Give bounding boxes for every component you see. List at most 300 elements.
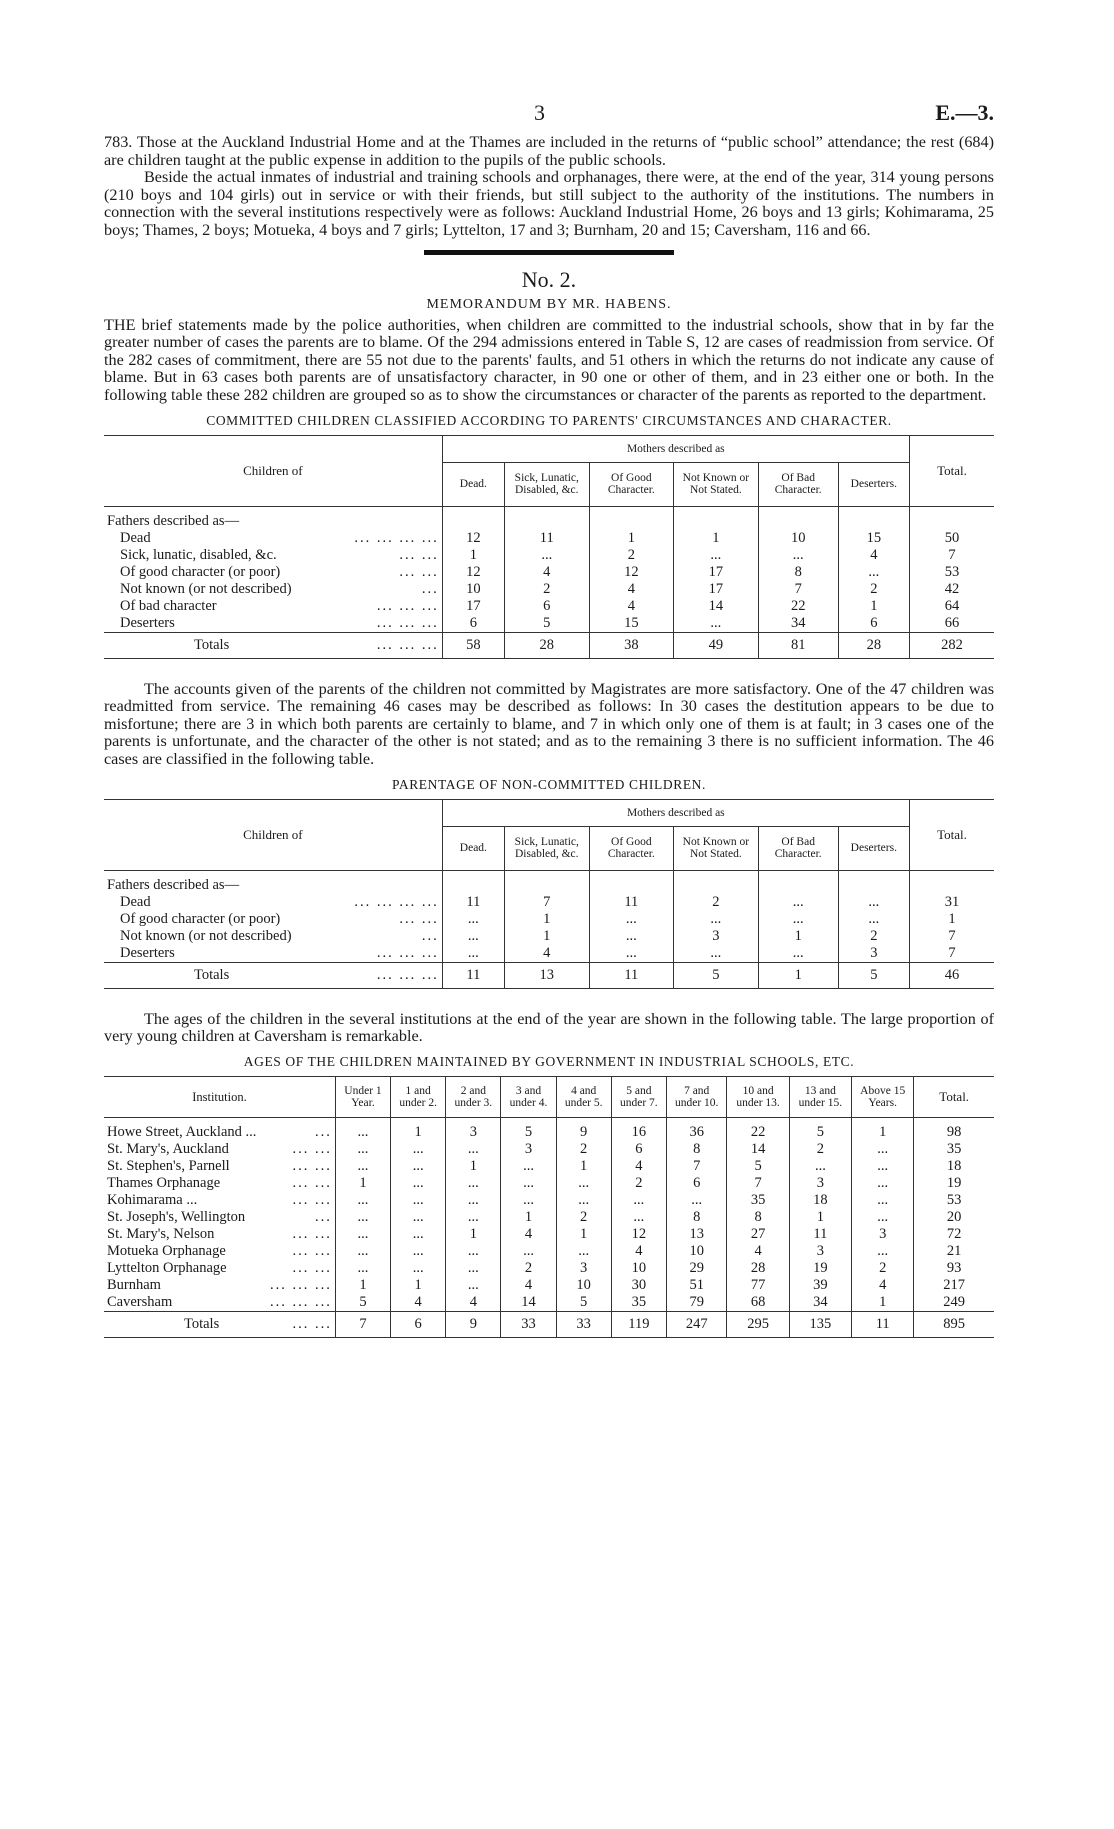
- table-cell: 3: [789, 1175, 851, 1192]
- table-cell: 6: [442, 615, 504, 633]
- table-cell: 14: [674, 598, 759, 615]
- row-leader-dots: ... ... ... ...: [354, 893, 439, 910]
- empty-cell: [589, 513, 674, 530]
- table-cell: 79: [666, 1294, 727, 1312]
- mothers-group-header: Mothers described as: [442, 435, 909, 462]
- page-number: 3: [534, 100, 545, 125]
- row-label-text: Deserters: [120, 944, 175, 961]
- total-header: Total.: [909, 435, 994, 506]
- totals-leader-dots: ... ... ...: [376, 636, 439, 653]
- table-cell: 1: [852, 1124, 914, 1141]
- table3-caption: AGES OF THE CHILDREN MAINTAINED BY GOVERNMENT IN INDUSTRIAL SCHOOLS, ETC.: [243, 1053, 855, 1069]
- totals-cell: 81: [758, 632, 838, 658]
- table-cell: 77: [727, 1277, 789, 1294]
- table-cell: 4: [727, 1243, 789, 1260]
- table-cell: 19: [789, 1260, 851, 1277]
- row-leader-dots: ... ...: [292, 1259, 332, 1276]
- row-label-text: Dead: [120, 893, 151, 910]
- row-leader-dots: ... ...: [292, 1157, 332, 1174]
- corner-header: Children of: [243, 462, 303, 478]
- table-cell: ...: [335, 1226, 390, 1243]
- totals-cell: 895: [914, 1311, 994, 1337]
- table-cell: 22: [758, 598, 838, 615]
- row-leader-dots: ... ... ...: [376, 614, 439, 631]
- totals-label-text: Totals: [194, 966, 230, 983]
- column-header: 10 and under 13.: [727, 1076, 789, 1117]
- table-cell: ...: [589, 928, 674, 945]
- table-cell: 16: [611, 1124, 666, 1141]
- table-cell: 3: [501, 1141, 556, 1158]
- table-cell: 1: [391, 1277, 446, 1294]
- row-label-text: Not known (or not described): [120, 927, 292, 944]
- table1-caption: COMMITTED CHILDREN CLASSIFIED ACCORDING TO PARENTS' CIRCUMSTANCES AND CHARACTER.: [206, 412, 892, 428]
- row-label-text: Howe Street, Auckland ...: [107, 1123, 257, 1140]
- totals-cell: 135: [789, 1311, 851, 1337]
- table-row: [104, 945, 994, 963]
- totals-cell: 5: [674, 962, 759, 988]
- table-cell: 10: [556, 1277, 611, 1294]
- row-leader-dots: ... ...: [292, 1242, 332, 1259]
- table-cell: ...: [391, 1260, 446, 1277]
- totals-cell: 33: [501, 1311, 556, 1337]
- table-cell: ...: [446, 1192, 501, 1209]
- table-cell: ...: [611, 1209, 666, 1226]
- table-cell: 50: [909, 530, 994, 547]
- totals-label-text: Totals: [194, 636, 230, 653]
- row-label-text: Dead: [120, 529, 151, 546]
- row-label-text: Of bad character: [120, 597, 217, 614]
- totals-label: [104, 1311, 335, 1337]
- table-row: [104, 547, 994, 564]
- ages-table: [104, 1076, 994, 1338]
- table-cell: 7: [666, 1158, 727, 1175]
- row-label-text: Not known (or not described): [120, 580, 292, 597]
- table-cell: 4: [852, 1277, 914, 1294]
- table-cell: ...: [391, 1226, 446, 1243]
- empty-cell: [442, 513, 504, 530]
- table-cell: 5: [556, 1294, 611, 1312]
- table-cell: 30: [611, 1277, 666, 1294]
- table-cell: 7: [758, 581, 838, 598]
- totals-label-text: Totals: [184, 1315, 220, 1332]
- column-header: Of Bad Character.: [758, 462, 838, 506]
- row-label-text: Motueka Orphanage: [107, 1242, 226, 1259]
- table-cell: 14: [727, 1141, 789, 1158]
- table-cell: ...: [446, 1175, 501, 1192]
- table-cell: ...: [852, 1209, 914, 1226]
- totals-cell: 9: [446, 1311, 501, 1337]
- table-cell: ...: [501, 1175, 556, 1192]
- table-cell: 18: [914, 1158, 994, 1175]
- table-cell: 1: [758, 928, 838, 945]
- table-cell: ...: [391, 1243, 446, 1260]
- table-cell: ...: [556, 1243, 611, 1260]
- row-label-text: Burnham: [107, 1276, 161, 1293]
- mothers-group-header: Mothers described as: [442, 799, 909, 826]
- row-leader-dots: ... ...: [292, 1191, 332, 1208]
- table-cell: 10: [442, 581, 504, 598]
- table-cell: ...: [391, 1141, 446, 1158]
- totals-cell: 13: [505, 962, 590, 988]
- table-cell: ...: [446, 1243, 501, 1260]
- table-cell: 1: [446, 1226, 501, 1243]
- table-cell: 2: [505, 581, 590, 598]
- row-leader-dots: ... ...: [292, 1140, 332, 1157]
- corner-header: Institution.: [192, 1089, 247, 1104]
- table-cell: 2: [556, 1141, 611, 1158]
- paragraph-non-committed: The accounts given of the parents of the children not committed by Magistrates are more satisfactory. One of the 47 children was readmitted from service. The remaining 46 cases may be described as follows: In 30 cases the destitution appears to be due to misfortune; there are 3 in which both parents are certainly to blame, and 7 in which only one of them is at fault; in 3 cases one of the parents is unfortunate, and the character of the other is not stated; and as to the remaining 3 there is no sufficient information. The 46 cases are classified in the following table.: [104, 679, 994, 768]
- table-cell: 13: [666, 1226, 727, 1243]
- table-cell: 18: [789, 1192, 851, 1209]
- column-header: Of Good Character.: [589, 462, 674, 506]
- table-cell: 2: [674, 894, 759, 911]
- table-cell: 1: [556, 1158, 611, 1175]
- table-cell: ...: [611, 1192, 666, 1209]
- table2-caption: PARENTAGE OF NON-COMMITTED CHILDREN.: [391, 776, 707, 792]
- table-cell: 1: [789, 1209, 851, 1226]
- table-row: [104, 1192, 994, 1209]
- table-cell: ...: [674, 945, 759, 963]
- table-cell: ...: [838, 894, 909, 911]
- empty-cell: [909, 513, 994, 530]
- table-cell: ...: [446, 1260, 501, 1277]
- table-row: [104, 928, 994, 945]
- table-cell: 1: [391, 1124, 446, 1141]
- table-cell: 7: [909, 945, 994, 963]
- table-cell: ...: [442, 911, 504, 928]
- totals-cell: 11: [442, 962, 504, 988]
- table-cell: 10: [611, 1260, 666, 1277]
- section-divider: [424, 250, 674, 255]
- document-reference: E.—3.: [935, 100, 994, 125]
- table-cell: ...: [446, 1141, 501, 1158]
- table-cell: 7: [909, 928, 994, 945]
- table-cell: 5: [505, 615, 590, 633]
- section-title: MEMORANDUM BY MR. HABENS.: [426, 296, 672, 312]
- row-label: [104, 1209, 335, 1226]
- table-cell: ...: [505, 547, 590, 564]
- table-cell: 35: [727, 1192, 789, 1209]
- table-cell: 3: [674, 928, 759, 945]
- table-row: [104, 1141, 994, 1158]
- table-cell: 8: [758, 564, 838, 581]
- row-label-text: St. Stephen's, Parnell: [107, 1157, 230, 1174]
- empty-cell: [838, 877, 909, 894]
- table-cell: 72: [914, 1226, 994, 1243]
- table-cell: 36: [666, 1124, 727, 1141]
- table-cell: 1: [335, 1175, 390, 1192]
- row-leader-dots: ... ...: [399, 910, 439, 927]
- table-cell: 2: [611, 1175, 666, 1192]
- table-cell: 39: [789, 1277, 851, 1294]
- empty-cell: [909, 877, 994, 894]
- table-cell: 1: [852, 1294, 914, 1312]
- table-cell: 53: [909, 564, 994, 581]
- column-header: 1 and under 2.: [391, 1076, 446, 1117]
- table-cell: 20: [914, 1209, 994, 1226]
- table-cell: ...: [556, 1175, 611, 1192]
- table-row: [104, 581, 994, 598]
- table-cell: 4: [501, 1226, 556, 1243]
- totals-cell: 33: [556, 1311, 611, 1337]
- table-cell: 3: [838, 945, 909, 963]
- row-leader-dots: ... ... ... ...: [354, 529, 439, 546]
- table-row: [104, 1175, 994, 1192]
- row-label-text: Kohimarama ...: [107, 1191, 198, 1208]
- row-leader-dots: ...: [315, 1208, 332, 1225]
- table-row: [104, 1260, 994, 1277]
- empty-cell: [505, 513, 590, 530]
- table-cell: 11: [589, 894, 674, 911]
- table-cell: 1: [674, 530, 759, 547]
- paragraph-ages: The ages of the children in the several institutions at the end of the year are shown in the following table. The large proportion of very young children at Caversham is remarkable.: [104, 1009, 994, 1046]
- row-label: [104, 1243, 335, 1260]
- table-row: [104, 598, 994, 615]
- table-cell: 4: [505, 564, 590, 581]
- row-leader-dots: ... ... ...: [376, 597, 439, 614]
- table-cell: ...: [674, 911, 759, 928]
- row-label: [104, 1141, 335, 1158]
- table-cell: 17: [674, 564, 759, 581]
- column-header: Not Known or Not Stated.: [674, 826, 759, 870]
- table-cell: 21: [914, 1243, 994, 1260]
- row-label: [104, 581, 442, 598]
- totals-label: [104, 962, 442, 988]
- table-cell: 4: [446, 1294, 501, 1312]
- table-cell: 35: [914, 1141, 994, 1158]
- table-cell: ...: [335, 1158, 390, 1175]
- column-header: Dead.: [442, 826, 504, 870]
- column-header: 7 and under 10.: [666, 1076, 727, 1117]
- totals-row: [104, 962, 994, 988]
- row-leader-dots: ... ...: [292, 1225, 332, 1242]
- table-cell: 1: [442, 547, 504, 564]
- row-label-text: Sick, lunatic, disabled, &c.: [120, 546, 277, 563]
- table-row: [104, 1226, 994, 1243]
- table-cell: ...: [852, 1141, 914, 1158]
- row-label-text: Lyttelton Orphanage: [107, 1259, 227, 1276]
- section-number: No. 2.: [521, 266, 577, 292]
- row-label: [104, 615, 442, 633]
- column-header: Under 1 Year.: [335, 1076, 390, 1117]
- totals-row: [104, 1311, 994, 1337]
- table-cell: 4: [501, 1277, 556, 1294]
- column-header: Deserters.: [838, 826, 909, 870]
- table-cell: ...: [391, 1209, 446, 1226]
- table-cell: 8: [666, 1141, 727, 1158]
- column-header: Total.: [914, 1076, 994, 1117]
- row-label-text: Thames Orphanage: [107, 1174, 221, 1191]
- empty-cell: [505, 877, 590, 894]
- table-cell: ...: [335, 1192, 390, 1209]
- table-cell: 42: [909, 581, 994, 598]
- table-cell: 8: [666, 1209, 727, 1226]
- table-cell: 51: [666, 1277, 727, 1294]
- table-cell: ...: [852, 1192, 914, 1209]
- empty-cell: [589, 877, 674, 894]
- table-cell: 5: [335, 1294, 390, 1312]
- table-cell: ...: [501, 1243, 556, 1260]
- table-cell: 2: [789, 1141, 851, 1158]
- table-cell: 64: [909, 598, 994, 615]
- table-cell: ...: [442, 945, 504, 963]
- table-cell: 4: [391, 1294, 446, 1312]
- table-cell: 8: [727, 1209, 789, 1226]
- row-label-text: Deserters: [120, 614, 175, 631]
- totals-cell: 295: [727, 1311, 789, 1337]
- table-cell: ...: [852, 1175, 914, 1192]
- table-cell: 29: [666, 1260, 727, 1277]
- empty-cell: [838, 513, 909, 530]
- table-cell: ...: [501, 1192, 556, 1209]
- table-cell: 1: [446, 1158, 501, 1175]
- table-cell: 27: [727, 1226, 789, 1243]
- row-label: [104, 945, 442, 963]
- table-row: [104, 894, 994, 911]
- table-cell: 53: [914, 1192, 994, 1209]
- document-page: [104, 100, 994, 1338]
- committed-children-table: [104, 435, 994, 659]
- table-cell: 9: [556, 1124, 611, 1141]
- column-header: Dead.: [442, 462, 504, 506]
- table-cell: 35: [611, 1294, 666, 1312]
- table-cell: ...: [666, 1192, 727, 1209]
- empty-cell: [758, 877, 838, 894]
- row-leader-dots: ... ...: [399, 563, 439, 580]
- table-cell: 22: [727, 1124, 789, 1141]
- table-row: [104, 1243, 994, 1260]
- row-label: [104, 1175, 335, 1192]
- column-header: 4 and under 5.: [556, 1076, 611, 1117]
- row-label: [104, 530, 442, 547]
- row-label: [104, 598, 442, 615]
- table-cell: 4: [505, 945, 590, 963]
- table-cell: 11: [442, 894, 504, 911]
- fathers-label: Fathers described as—: [107, 876, 240, 893]
- table-cell: ...: [838, 911, 909, 928]
- totals-cell: 38: [589, 632, 674, 658]
- table-cell: 11: [789, 1226, 851, 1243]
- table-cell: ...: [391, 1158, 446, 1175]
- table-row: [104, 1124, 994, 1141]
- table-cell: ...: [589, 945, 674, 963]
- table-cell: 98: [914, 1124, 994, 1141]
- table-cell: 2: [852, 1260, 914, 1277]
- row-label-text: Caversham: [107, 1293, 173, 1310]
- row-label: [104, 1277, 335, 1294]
- totals-cell: 6: [391, 1311, 446, 1337]
- table-cell: 5: [727, 1158, 789, 1175]
- table-cell: ...: [335, 1243, 390, 1260]
- column-header: Sick, Lunatic, Disabled, &c.: [505, 826, 590, 870]
- column-header: Deserters.: [838, 462, 909, 506]
- table-cell: 66: [909, 615, 994, 633]
- fathers-label: Fathers described as—: [107, 512, 240, 529]
- table-cell: 10: [666, 1243, 727, 1260]
- table-row: [104, 564, 994, 581]
- table-cell: ...: [838, 564, 909, 581]
- page-header: [104, 100, 994, 134]
- row-leader-dots: ...: [421, 580, 439, 597]
- table-row: [104, 1294, 994, 1312]
- table-cell: 68: [727, 1294, 789, 1312]
- table-cell: 1: [838, 598, 909, 615]
- totals-cell: 11: [589, 962, 674, 988]
- row-label-text: Of good character (or poor): [120, 563, 281, 580]
- table-cell: 1: [501, 1209, 556, 1226]
- table-cell: 15: [589, 615, 674, 633]
- table-cell: 12: [442, 564, 504, 581]
- row-leader-dots: ... ... ...: [376, 944, 439, 961]
- table-row: [104, 615, 994, 633]
- table-cell: 4: [611, 1158, 666, 1175]
- table-cell: 17: [442, 598, 504, 615]
- row-label-text: St. Joseph's, Wellington: [107, 1208, 246, 1225]
- totals-cell: 5: [838, 962, 909, 988]
- table-cell: ...: [758, 547, 838, 564]
- paragraph-police-statements: THE brief statements made by the police authorities, when children are committed to the industrial schools, show that in by far the greater number of cases the parents are to blame. Of the 294 admissions entered in Table S, 12 are cases of readmission from service. Of the 282 cases of commitment, there are 55 not due to the parents' faults, and 51 others in which the returns do not indicate any cause of blame. But in 63 cases both parents are of unsatisfactory character, in 90 one or other of them, and in 23 either one or both. In the following table these 282 children are grouped so as to show the circumstances or character of the parents as reported to the department.: [104, 315, 994, 404]
- totals-row: [104, 632, 994, 658]
- row-leader-dots: ...: [315, 1123, 332, 1140]
- table-cell: 3: [852, 1226, 914, 1243]
- table-cell: 6: [838, 615, 909, 633]
- table-cell: 249: [914, 1294, 994, 1312]
- totals-cell: 247: [666, 1311, 727, 1337]
- totals-cell: 282: [909, 632, 994, 658]
- column-header: Not Known or Not Stated.: [674, 462, 759, 506]
- empty-cell: [674, 513, 759, 530]
- column-header: 13 and under 15.: [789, 1076, 851, 1117]
- table-cell: 28: [727, 1260, 789, 1277]
- row-label: [104, 911, 442, 928]
- table-cell: 3: [556, 1260, 611, 1277]
- table-cell: 1: [505, 911, 590, 928]
- table-cell: 217: [914, 1277, 994, 1294]
- table-cell: 1: [335, 1277, 390, 1294]
- row-label: [104, 1294, 335, 1312]
- totals-cell: 49: [674, 632, 759, 658]
- row-label: [104, 1158, 335, 1175]
- table-cell: 1: [589, 530, 674, 547]
- total-header: Total.: [909, 799, 994, 870]
- table-cell: ...: [391, 1192, 446, 1209]
- totals-cell: 28: [505, 632, 590, 658]
- row-label-text: St. Mary's, Auckland: [107, 1140, 229, 1157]
- row-label-text: Of good character (or poor): [120, 910, 281, 927]
- table-cell: ...: [758, 911, 838, 928]
- row-leader-dots: ...: [421, 927, 439, 944]
- table-cell: ...: [589, 911, 674, 928]
- table-cell: ...: [852, 1158, 914, 1175]
- totals-leader-dots: ... ...: [292, 1315, 332, 1332]
- table-cell: 12: [611, 1226, 666, 1243]
- table-cell: 14: [501, 1294, 556, 1312]
- table-cell: ...: [501, 1158, 556, 1175]
- totals-cell: 11: [852, 1311, 914, 1337]
- table-cell: ...: [789, 1158, 851, 1175]
- table-cell: 7: [727, 1175, 789, 1192]
- totals-cell: 1: [758, 962, 838, 988]
- row-label: [104, 894, 442, 911]
- table-cell: ...: [758, 945, 838, 963]
- paragraph-service: Beside the actual inmates of industrial and training schools and orphanages, there were, at the end of the year, 314 young persons (210 boys and 104 girls) out in service or with their friends, but still subject to the authority of the institutions. The numbers in connection with the several institutions respectively were as follows: Auckland Industrial Home, 26 boys and 13 girls; Kohimarama, 25 boys; Thames, 2 boys; Motueka, 4 boys and 7 girls; Lyttelton, 17 and 3; Burnham, 20 and 15; Caversham, 116 and 66.: [104, 168, 994, 239]
- table-cell: 12: [442, 530, 504, 547]
- row-leader-dots: ... ... ...: [270, 1276, 332, 1293]
- table-cell: 11: [505, 530, 590, 547]
- table-cell: ...: [674, 615, 759, 633]
- table-cell: 1: [505, 928, 590, 945]
- table-cell: 3: [789, 1243, 851, 1260]
